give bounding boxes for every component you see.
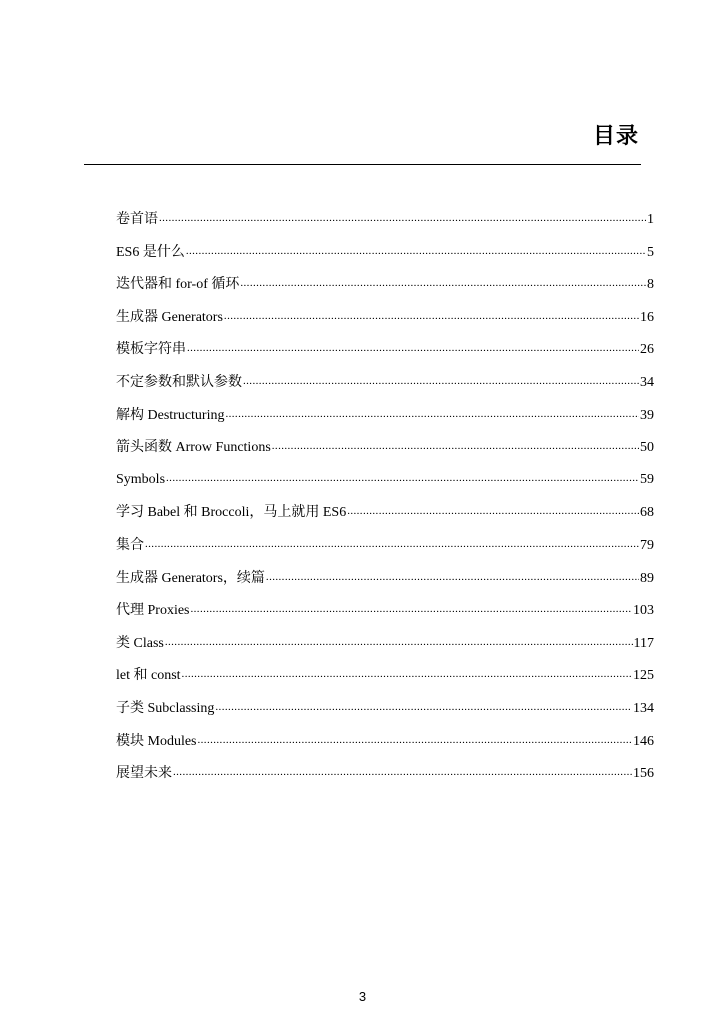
dot-leader	[215, 698, 632, 712]
toc-entry[interactable]	[116, 632, 654, 665]
toc-entry[interactable]	[116, 208, 654, 241]
toc-entry-page: 89	[640, 570, 654, 586]
dot-leader	[159, 209, 646, 223]
toc-entry-title: 生成器 Generators	[116, 309, 223, 325]
dot-leader	[187, 339, 639, 353]
toc-entry[interactable]	[116, 241, 654, 274]
toc-entry-title: 卷首语	[116, 212, 158, 227]
toc-entry-page: 16	[640, 309, 654, 325]
toc-entry-title: 展望未来	[116, 766, 172, 782]
toc-entry-title: 模块 Modules	[116, 733, 197, 749]
dot-leader	[225, 405, 639, 419]
toc-entry-title: 迭代器和 for-of 循环	[116, 277, 240, 293]
toc-entry[interactable]	[116, 436, 654, 469]
toc-entry-title: 子类 Subclassing	[116, 700, 215, 716]
table-of-contents	[116, 208, 654, 795]
toc-entry[interactable]	[116, 567, 654, 600]
dot-leader	[272, 437, 639, 451]
dot-leader	[224, 307, 639, 321]
toc-entry-page: 79	[640, 537, 654, 553]
dot-leader	[240, 274, 646, 288]
dot-leader	[166, 469, 639, 483]
toc-entry[interactable]	[116, 762, 654, 795]
toc-entry[interactable]	[116, 697, 654, 730]
toc-entry-title: 生成器 Generators，续篇	[116, 570, 265, 586]
toc-entry[interactable]	[116, 404, 654, 437]
toc-entry-page: 125	[633, 668, 654, 684]
toc-entry-page: 117	[633, 635, 654, 651]
toc-entry-page: 8	[647, 277, 654, 293]
dot-leader	[165, 633, 633, 647]
page-title: 目录	[592, 124, 639, 149]
toc-entry-title: 不定参数和默认参数	[116, 374, 242, 390]
dot-leader	[243, 372, 639, 386]
toc-entry[interactable]	[116, 501, 654, 534]
toc-entry-title: 箭头函数 Arrow Functions	[116, 440, 271, 456]
toc-entry-page: 26	[640, 342, 654, 358]
toc-entry-page: 134	[633, 700, 654, 716]
toc-entry-title: Symbols	[116, 471, 166, 487]
page-number: 3	[358, 989, 367, 1004]
toc-entry-page: 1	[647, 212, 654, 227]
dot-leader	[347, 502, 639, 516]
toc-entry[interactable]	[116, 371, 654, 404]
toc-entry-title: 代理 Proxies	[116, 603, 190, 619]
toc-entry-page: 50	[640, 440, 654, 456]
dot-leader	[173, 763, 632, 777]
toc-entry-page: 39	[640, 407, 654, 423]
toc-entry-page: 5	[647, 244, 654, 260]
toc-entry-page: 59	[640, 471, 654, 487]
toc-entry-title: 模板字符串	[116, 342, 186, 358]
toc-entry-title: 类 Class	[116, 635, 164, 651]
toc-entry-title: let 和 const	[116, 668, 181, 684]
toc-entry[interactable]	[116, 306, 654, 339]
title-divider	[84, 164, 641, 165]
dot-leader	[191, 600, 633, 614]
toc-entry[interactable]	[116, 273, 654, 306]
toc-entry[interactable]	[116, 338, 654, 371]
toc-entry-page: 68	[640, 505, 654, 521]
toc-entry-page: 146	[633, 733, 654, 749]
dot-leader	[182, 665, 632, 679]
toc-entry-title: 学习 Babel 和 Broccoli，马上就用 ES6	[116, 505, 347, 521]
toc-entry[interactable]	[116, 599, 654, 632]
toc-entry-page: 156	[633, 766, 654, 782]
toc-entry-page: 34	[640, 374, 654, 390]
toc-entry-title: 集合	[116, 537, 144, 553]
toc-entry-title: ES6 是什么	[116, 244, 185, 260]
toc-entry[interactable]	[116, 664, 654, 697]
dot-leader	[186, 242, 646, 256]
dot-leader	[145, 535, 639, 549]
toc-entry-title: 解构 Destructuring	[116, 407, 225, 423]
toc-entry-page: 103	[633, 603, 654, 619]
dot-leader	[266, 568, 639, 582]
dot-leader	[198, 731, 633, 745]
toc-entry[interactable]	[116, 534, 654, 567]
toc-entry[interactable]	[116, 730, 654, 763]
toc-entry[interactable]	[116, 469, 654, 502]
